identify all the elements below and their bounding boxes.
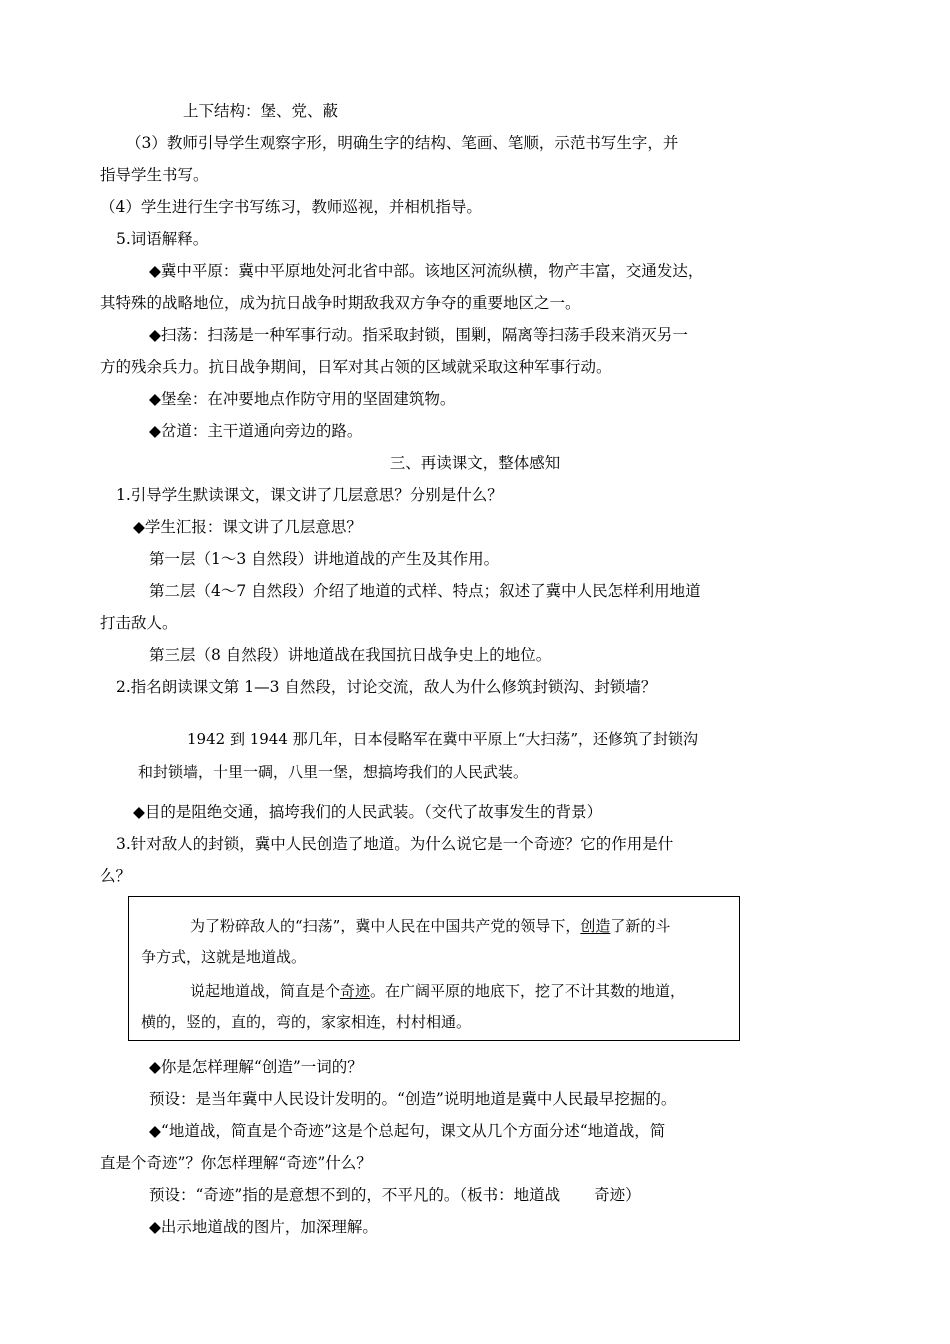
text-line: ◆岔道：主干道通向旁边的路。: [149, 422, 363, 440]
text-line: ◆目的是阻绝交通，搞垮我们的人民武装。（交代了故事发生的背景）: [133, 803, 603, 821]
text-line: 指导学生书写。: [100, 166, 209, 184]
box-line: 横的，竖的，直的，弯的，家家相连，村村相通。: [141, 1013, 472, 1031]
text-line: 第一层（1～3 自然段）讲地道战的产生及其作用。: [149, 550, 500, 568]
underlined-word: 奇迹: [340, 982, 371, 1000]
text-line: ◆出示地道战的图片，加深理解。: [149, 1218, 378, 1236]
text-line: 第三层（8 自然段）讲地道战在我国抗日战争史上的地位。: [149, 646, 552, 664]
text-line: ◆“地道战，简直是个奇迹”这是个总起句，课文从几个方面分述“地道战，简: [149, 1122, 666, 1140]
box-text: 。在广阔平原的地底下，挖了不计其数的地道，: [370, 982, 686, 1000]
text-line: 上下结构：堡、党、蔽: [183, 102, 339, 120]
text-line: 打击敌人。: [100, 614, 178, 632]
text-line: 其特殊的战略地位，成为抗日战争时期敌我双方争夺的重要地区之一。: [100, 294, 581, 312]
box-line: 争方式，这就是地道战。: [141, 948, 307, 966]
text-line: 3.针对敌人的封锁，冀中人民创造了地道。为什么说它是一个奇迹？它的作用是什: [116, 835, 674, 853]
text-line: 么？: [100, 867, 132, 885]
text-line: 1.引导学生默读课文，课文讲了几层意思？分别是什么？: [116, 486, 503, 504]
text-line: ◆冀中平原：冀中平原地处河北省中部。该地区河流纵横，物产丰富，交通发达，: [149, 262, 704, 280]
text-line: ◆你是怎样理解“创造”一词的？: [149, 1058, 363, 1076]
text-line: ◆扫荡：扫荡是一种军事行动。指采取封锁，围剿，隔离等扫荡手段来消灭另一: [149, 326, 688, 344]
text-line: 方的残余兵力。抗日战争期间，日军对其占领的区域就采取这种军事行动。: [100, 358, 612, 376]
text-segment: 预设：“奇迹”指的是意想不到的，不平凡的。（板书：地道战: [149, 1186, 561, 1204]
quote-line: 1942 到 1944 那几年，日本侵略军在冀中平原上“大扫荡”，还修筑了封锁沟: [187, 730, 698, 748]
text-line: （4）学生进行生字书写练习，教师巡视，并相机指导。: [100, 198, 482, 216]
text-line: 2.指名朗读课文第 1—3 自然段，讨论交流，敌人为什么修筑封锁沟、封锁墙？: [116, 678, 657, 696]
text-line: ◆堡垒：在冲要地点作防守用的坚固建筑物。: [149, 390, 456, 408]
box-text: 了新的斗: [610, 917, 671, 935]
box-text: 为了粉碎敌人的“扫荡”，冀中人民在中国共产党的领导下，: [190, 917, 581, 935]
text-line: 第二层（4～7 自然段）介绍了地道的式样、特点；叙述了冀中人民怎样利用地道: [149, 582, 701, 600]
text-line: [149, 1184, 641, 1206]
text-line: （3）教师引导学生观察字形，明确生字的结构、笔画、笔顺，示范书写生字，并: [126, 134, 679, 152]
underlined-word: 创造: [580, 917, 611, 935]
section-heading: 三、再读课文，整体感知: [389, 454, 561, 472]
text-line: 5.词语解释。: [116, 230, 209, 248]
text-line: 预设：是当年冀中人民设计发明的。“创造”说明地道是冀中人民最早挖掘的。: [149, 1090, 677, 1108]
quote-line: 和封锁墙，十里一碉，八里一堡，想搞垮我们的人民武装。: [138, 763, 529, 781]
box-line: [190, 980, 685, 1002]
box-text: 说起地道战，简直是个: [190, 982, 341, 1000]
text-line: ◆学生汇报：课文讲了几层意思？: [133, 518, 362, 536]
text-line: 直是个奇迹”？你怎样理解“奇迹”什么？: [100, 1154, 372, 1172]
text-segment: 奇迹）: [594, 1186, 641, 1204]
box-line: [190, 915, 670, 937]
